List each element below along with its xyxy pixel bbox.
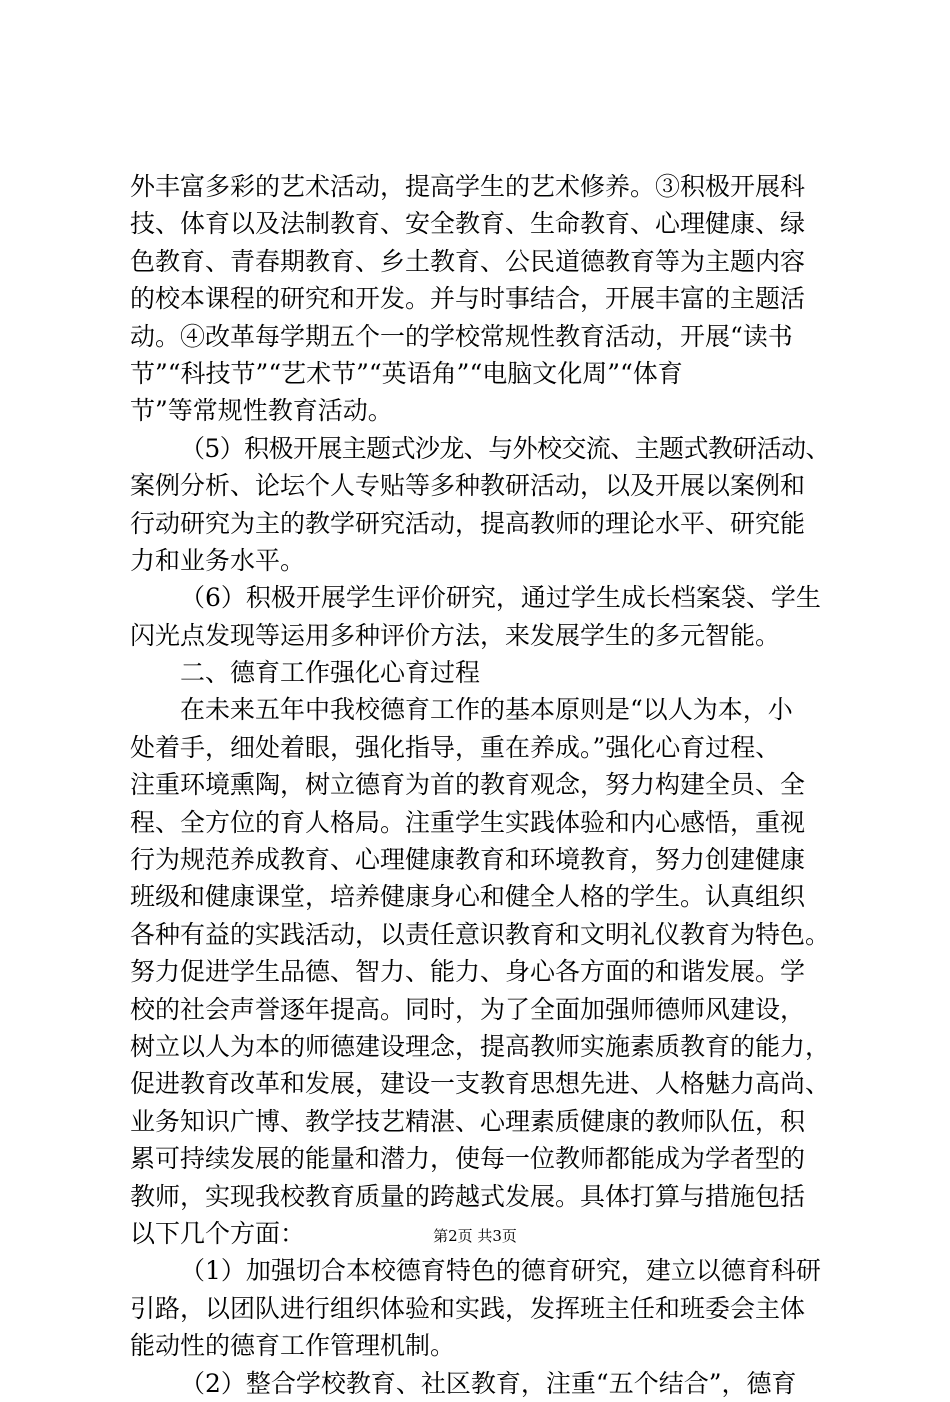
text-line: 节”“科技节”“艺术节”“英语角”“电脑文化周”“体育 bbox=[130, 358, 683, 388]
text-line: 各种有益的实践活动，以责任意识教育和文明礼仪教育为特色。 bbox=[130, 919, 831, 949]
page-number-label: 第2页 共3页 bbox=[433, 1227, 517, 1245]
text-line: （6）积极开展学生评价研究，通过学生成长档案袋、学生 bbox=[180, 583, 821, 613]
text-line: 外丰富多彩的艺术活动，提高学生的艺术修养。③积极开展科 bbox=[130, 172, 806, 201]
text-line: 闪光点发现等运用多种评价方法，来发展学生的多元智能。 bbox=[130, 620, 781, 650]
text-line: 以下几个方面： bbox=[130, 1218, 306, 1248]
text-line: （5）积极开展主题式沙龙、与外校交流、主题式教研活动、 bbox=[180, 433, 830, 463]
text-line: 促进教育改革和发展，建设一支教育思想先进、人格魅力高尚、 bbox=[130, 1069, 831, 1099]
text-line: 程、全方位的育人格局。注重学生实践体验和内心感悟，重视 bbox=[130, 807, 806, 837]
text-line: 的校本课程的研究和开发。并与时事结合，开展丰富的主题活 bbox=[130, 284, 806, 314]
text-line: 班级和健康课堂，培养健康身心和健全人格的学生。认真组织 bbox=[130, 882, 806, 912]
text-line: 案例分析、论坛个人专贴等多种教研活动，以及开展以案例和 bbox=[130, 471, 806, 501]
page-footer bbox=[0, 1226, 950, 1246]
text-line: 处着手，细处着眼，强化指导，重在养成。”强化心育过程、 bbox=[130, 732, 781, 762]
text-line: 引路，以团队进行组织体验和实践，发挥班主任和班委会主体 bbox=[130, 1293, 806, 1323]
text-line: 教师，实现我校教育质量的跨越式发展。具体打算与措施包括 bbox=[130, 1181, 806, 1211]
text-line: 节”等常规性教育活动。 bbox=[130, 396, 393, 426]
text-line: 二、德育工作强化心育过程 bbox=[180, 658, 481, 688]
text-line: 校的社会声誉逐年提高。同时，为了全面加强师德师风建设， bbox=[130, 994, 806, 1024]
text-line: 行为规范养成教育、心理健康教育和环境教育，努力创建健康 bbox=[130, 845, 806, 875]
text-line: 能动性的德育工作管理机制。 bbox=[130, 1331, 456, 1361]
text-line: 色教育、青春期教育、乡土教育、公民道德教育等为主题内容 bbox=[130, 246, 806, 276]
text-line: （2）整合学校教育、社区教育，注重“五个结合”，德育 bbox=[180, 1368, 797, 1398]
text-line: 树立以人为本的师德建设理念，提高教师实施素质教育的能力， bbox=[130, 1031, 831, 1061]
text-line: 努力促进学生品德、智力、能力、身心各方面的和谐发展。学 bbox=[130, 957, 806, 987]
text-line: 累可持续发展的能量和潜力，使每一位教师都能成为学者型的 bbox=[130, 1144, 806, 1174]
text-line: 动。④改革每学期五个一的学校常规性教育活动，开展“读书 bbox=[130, 321, 793, 351]
text-line: （1）加强切合本校德育特色的德育研究，建立以德育科研 bbox=[180, 1256, 821, 1286]
text-line: 行动研究为主的教学研究活动，提高教师的理论水平、研究能 bbox=[130, 508, 806, 538]
text-line: 在未来五年中我校德育工作的基本原则是“以人为本，小 bbox=[180, 695, 793, 725]
text-line: 注重环境熏陶，树立德育为首的教育观念，努力构建全员、全 bbox=[130, 770, 806, 800]
text-line: 力和业务水平。 bbox=[130, 545, 306, 575]
text-line: 业务知识广博、教学技艺精湛、心理素质健康的教师队伍，积 bbox=[130, 1106, 806, 1136]
text-line: 技、体育以及法制教育、安全教育、生命教育、心理健康、绿 bbox=[130, 209, 806, 239]
document-body bbox=[130, 168, 830, 1402]
